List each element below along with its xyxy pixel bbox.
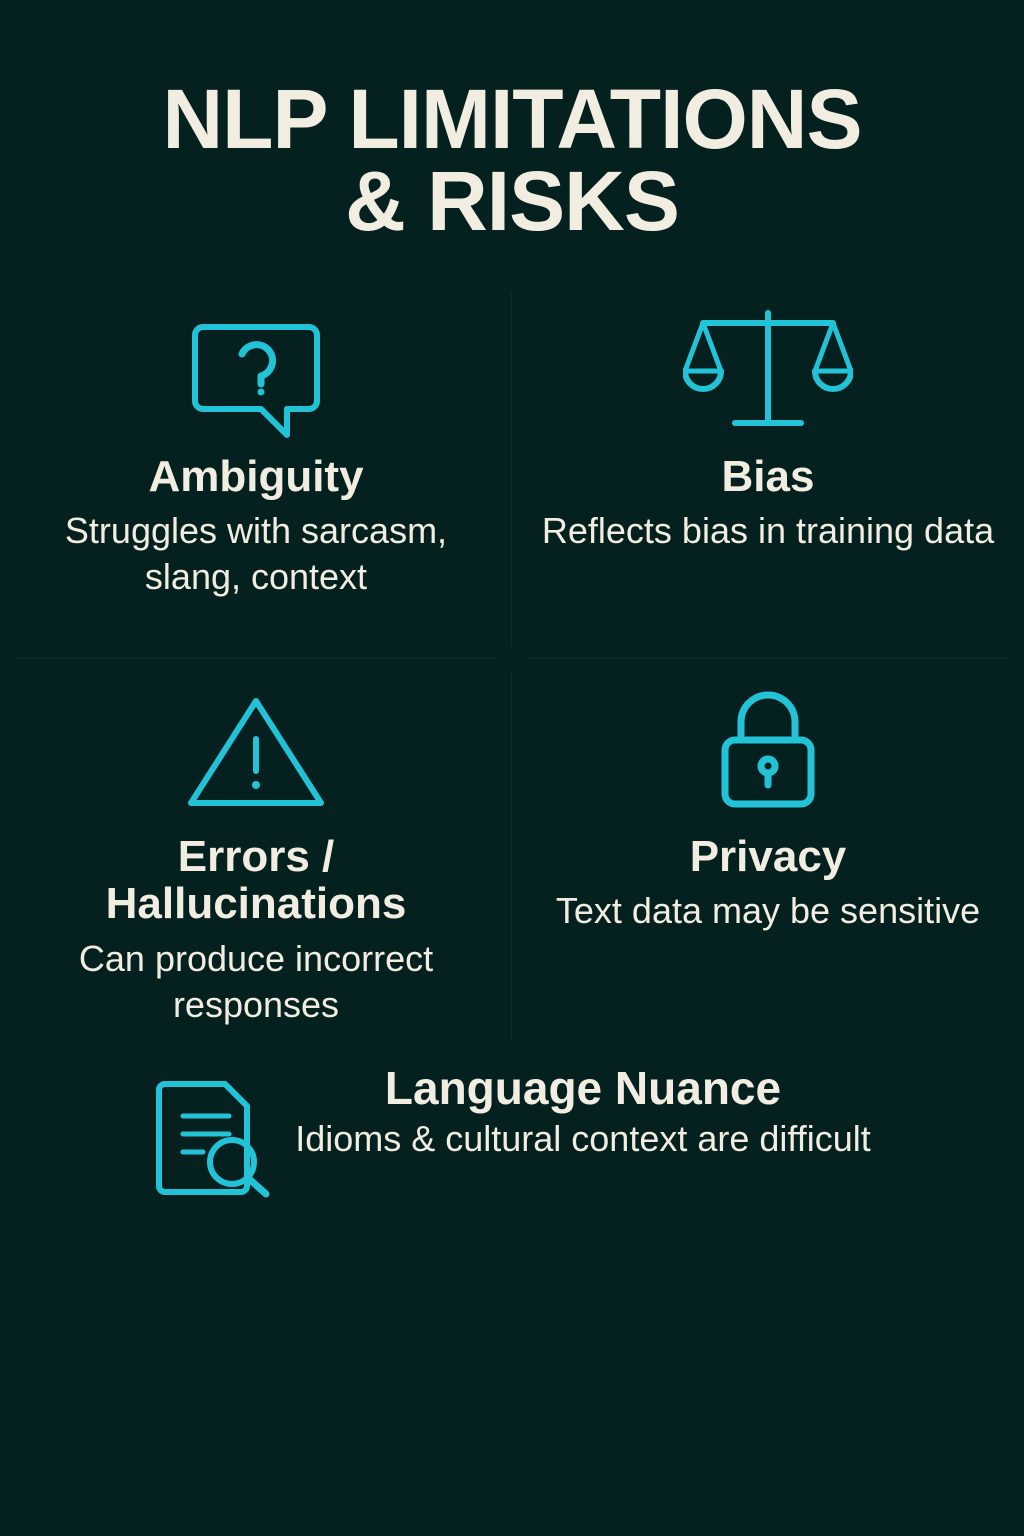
card-title: Language Nuance (384, 1061, 782, 1114)
card-bias (512, 279, 1024, 659)
card-title: Privacy (689, 831, 847, 881)
card-language-nuance (0, 1054, 1024, 1200)
page-title-line-2: & RISKS (345, 154, 679, 249)
card-description: Struggles with sarcasm, slang, context (64, 510, 448, 598)
page-title (0, 0, 1024, 249)
card-privacy (512, 659, 1024, 1054)
card-description: Text data may be sensitive (555, 890, 981, 932)
card-ambiguity (0, 279, 512, 659)
card-description: Can produce incorrect responses (78, 937, 434, 1025)
balance-scale-icon (538, 297, 998, 447)
card-errors-hallucinations (0, 659, 512, 1054)
warning-triangle-icon (26, 677, 486, 827)
card-title: Errors / Hallucinations (105, 831, 407, 929)
padlock-icon (538, 677, 998, 827)
card-title: Ambiguity (148, 451, 364, 501)
question-speech-bubble-icon (26, 297, 486, 447)
card-title: Bias (721, 451, 815, 501)
card-description: Idioms & cultural context are difficult (295, 1118, 871, 1160)
card-description: Reflects bias in training data (541, 510, 995, 552)
document-magnifier-icon (153, 1064, 273, 1200)
limitations-grid (0, 279, 1024, 1054)
page-title-line-1: NLP LIMITATIONS (162, 72, 862, 166)
banner-text-block (295, 1061, 871, 1161)
